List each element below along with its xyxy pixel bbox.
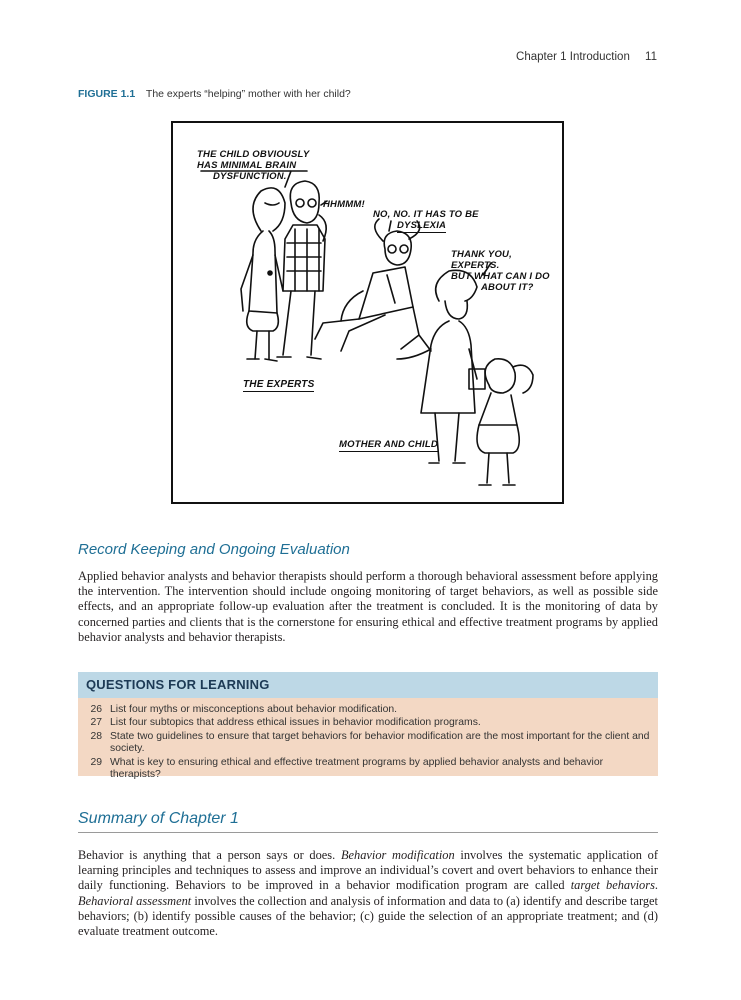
question-item (78, 731, 652, 756)
cartoon-bubble-4 (451, 249, 562, 293)
question-item (78, 757, 652, 782)
summary-text (78, 848, 658, 939)
label-the-experts (243, 379, 314, 390)
bubble-1-line-2: HAS MINIMAL BRAIN (197, 160, 297, 171)
expert-seated-figure (315, 219, 431, 351)
figure-caption (78, 88, 351, 100)
question-number: 27 (90, 717, 102, 729)
bubble-4-line-2: BUT WHAT CAN I DO (451, 271, 550, 282)
summary-text-part-1: Behavior is anything that a person says or does. (78, 848, 341, 862)
record-keeping-heading: Record Keeping and Ongoing Evaluation (78, 541, 350, 558)
page-number: 11 (645, 51, 657, 63)
term-behavioral-assessment: Behavioral assessment (78, 893, 192, 908)
summary-heading-rule (78, 832, 658, 833)
question-text: What is key to ensuring ethical and effective treatment programs by applied behavior analysts and behavior therapists? (110, 756, 604, 781)
record-keeping-paragraph (78, 569, 658, 645)
summary-paragraph (78, 848, 658, 939)
summary-text-part-3: . (654, 878, 658, 893)
questions-box (78, 672, 658, 781)
bubble-1-line-3: DYSFUNCTION. (213, 171, 287, 182)
expert-woman-figure (241, 188, 285, 361)
summary-text-part-2: involves the systematic application of learning principles and techniques to assess and improve an individual’s covert and overt behaviors to enhance their daily functioning. Behaviors to be improved in a behavior modification program are called (78, 848, 659, 893)
figure-label: FIGURE 1.1 (78, 88, 136, 100)
question-number: 26 (90, 704, 102, 715)
question-text: List four myths or misconceptions about behavior modification. (110, 704, 398, 715)
bubble-4-line-3: ABOUT IT? (481, 282, 534, 293)
questions-heading: QUESTIONS FOR LEARNING (78, 672, 658, 698)
question-number: 29 (90, 756, 102, 768)
bubble-4-line-1: THANK YOU, EXPERTS. (451, 249, 512, 271)
bubble-3-line-2: DYSLEXIA (397, 220, 447, 231)
summary-text-part-4: involves the collection and analysis of information and data to (a) identify and describe target behaviors; (b) identify possible causes of the behavior; (c) guide the selection of an appropriate treatment; and (d) evaluate treatment outcome. (78, 893, 658, 939)
bubble-2-text: HHMMM! (323, 199, 365, 210)
label-mother-and-child-text: MOTHER AND CHILD (339, 439, 438, 450)
cartoon-bubble-2 (323, 199, 365, 210)
cartoon-bubble-3 (373, 209, 479, 233)
mother-figure (397, 270, 485, 463)
running-head (516, 51, 657, 63)
question-text: State two guidelines to ensure that target behaviors for behavior modification are the most important for the client and society. (110, 730, 650, 755)
term-target-behaviors: target behaviors (570, 878, 655, 893)
child-figure (477, 359, 533, 485)
cartoon-bubble-1 (197, 149, 309, 182)
question-text: List four subtopics that address ethical issues in behavior modification programs. (110, 717, 481, 729)
record-keeping-text: Applied behavior analysts and behavior therapists should perform a thorough behavioral assessment before applying the intervention. The intervention should include ongoing monitoring of target behaviors, as well as possible side effects, and an appropriate follow-up evaluation after the treatment is concluded. It is the monitoring of data by concerned parties and clients that is the cornerstone for ensuring ethical and effective treatment programs by applied behavior analysts and behavior therapists. (78, 569, 658, 644)
figure-caption-text: The experts “helping” mother with her child? (145, 88, 351, 100)
question-item (78, 717, 652, 729)
term-behavior-modification: Behavior modification (340, 848, 455, 862)
question-number: 28 (90, 730, 102, 742)
summary-heading: Summary of Chapter 1 (78, 810, 239, 827)
questions-list (78, 704, 658, 781)
cartoon-figure (171, 121, 564, 504)
bubble-1-line-1: THE CHILD OBVIOUSLY (197, 149, 310, 160)
bubble-3-line-1: NO, NO. IT HAS TO BE (373, 209, 479, 220)
label-mother-and-child (339, 439, 438, 450)
label-the-experts-text: THE EXPERTS (243, 379, 315, 390)
question-item (78, 704, 652, 716)
running-head-title: Chapter 1 Introduction (516, 51, 630, 63)
